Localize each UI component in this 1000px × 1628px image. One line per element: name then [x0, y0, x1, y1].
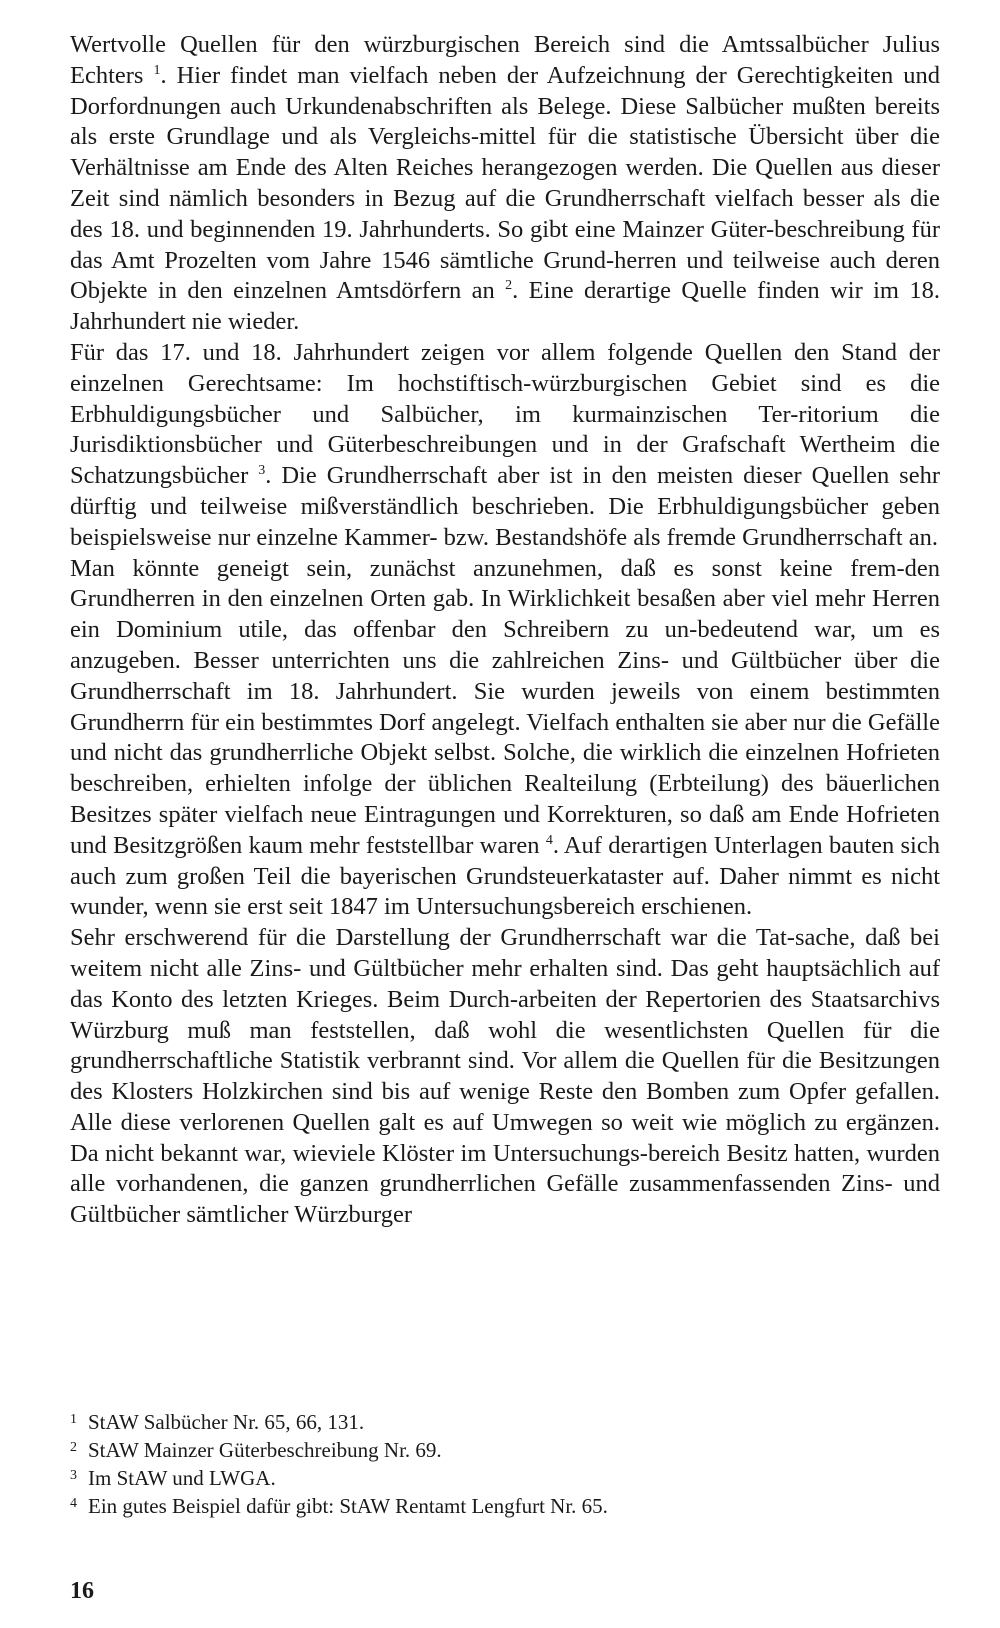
- footnote-text: Ein gutes Beispiel dafür gibt: StAW Rentamt Lengfurt Nr. 65.: [88, 1494, 608, 1518]
- footnote-2: [70, 1435, 940, 1463]
- footnote-ref-2: 2: [505, 278, 513, 294]
- footnote-mark: 4: [70, 1496, 77, 1511]
- body-text: [70, 30, 940, 1231]
- footnote-text: Im StAW und LWGA.: [88, 1466, 276, 1490]
- paragraph-3-text-b: . Auf derartigen Unterlagen bauten sich auch zum großen Teil die bayerischen Grundsteuerkataster auf. Daher nimmt es nicht wunder, wenn sie erst seit 1847 im Untersuchungsbereich erschienen.: [70, 831, 940, 921]
- footnote-ref-4: 4: [545, 832, 553, 848]
- paragraph-1-text-c: . Eine derartige Quelle finden wir im 18. Jahrhundert nie wieder.: [70, 277, 941, 336]
- paragraph-4-text-a: Sehr erschwerend für die Darstellung der Grundherrschaft war die Tat-sache, daß bei weitem nicht alle Zins- und Gültbücher mehr erhalten sind. Das geht hauptsächlich auf das Konto des letzten Krieges. Beim Durch-arbeiten der Repertorien des Staatsarchivs Würzburg muß man feststellen, daß wohl die wesentlichsten Quellen für die grundherrschaftliche Statistik verbrannt sind. Vor allem die Quellen für die Besitzungen des Klosters Holzkirchen sind bis auf wenige Reste den Bomben zum Opfer gefallen. Alle diese verlorenen Quellen galt es auf Umwegen so weit wie möglich zu ergänzen. Da nicht bekannt war, wieviele Klöster im Untersuchungs-bereich Besitz hatten, wurden alle vorhandenen, die ganzen grundherrlichen Gefälle zusammenfassenden Zins- und Gültbücher sämtlicher Würzburger: [70, 924, 940, 1229]
- footnote-mark: 1: [70, 1412, 77, 1427]
- footnote-mark: 2: [70, 1440, 77, 1455]
- paragraph-2-text-a: Für das 17. und 18. Jahrhundert zeigen vor allem folgende Quellen den Stand der einzelnen Gerechtsame: Im hochstiftisch-würzburgischen Gebiet sind es die Erbhuldigungsbücher und Salbücher, im kurmainzischen Ter-ritorium die Jurisdiktionsbücher und Güterbeschreibungen und in der Grafschaft Wertheim die Schatzungsbücher: [70, 338, 940, 490]
- footnote-ref-3: 3: [258, 463, 266, 479]
- footnote-3: [70, 1463, 940, 1491]
- footnote-mark: 3: [70, 1468, 77, 1483]
- paragraph-1-text-a: Wertvolle Quellen für den würzburgischen Bereich sind die Amtssalbücher Julius Echters: [70, 31, 940, 89]
- footnote-ref-1: 1: [153, 62, 161, 78]
- footnote-text: StAW Mainzer Güterbeschreibung Nr. 69.: [88, 1438, 442, 1462]
- footnote-text: StAW Salbücher Nr. 65, 66, 131.: [88, 1410, 365, 1434]
- paragraph-2: [70, 338, 940, 554]
- paragraph-2-text-b: . Die Grundherrschaft aber ist in den meisten dieser Quellen sehr dürftig und teilweise mißverständlich beschrieben. Die Erbhuldigungsbücher geben beispielsweise nur einzelne Kammer- bzw. Bestandshöfe als fremde Grundherrschaft an.: [70, 462, 941, 551]
- footnote-4: [70, 1491, 940, 1519]
- paragraph-3: [70, 554, 940, 924]
- paragraph-1: [70, 30, 940, 338]
- paragraph-1-text-b: . Hier findet man vielfach neben der Aufzeichnung der Gerechtigkeiten und Dorfordnungen auch Urkundenabschriften als Belege. Diese Salbücher mußten bereits als erste Grundlage und als Vergleichs-mittel für die statistische Übersicht über die Verhältnisse am Ende des Alten Reiches herangezogen werden. Die Quellen aus dieser Zeit sind nämlich besonders in Bezug auf die Grundherrschaft vielfach besser als die des 18. und beginnenden 19. Jahrhunderts. So gibt eine Mainzer Güter-beschreibung für das Amt Prozelten vom Jahre 1546 sämtliche Grund-herren und teilweise auch deren Objekte in den einzelnen Amtsdörfern an: [70, 61, 941, 305]
- footnote-1: [70, 1407, 940, 1435]
- footnotes: [70, 1407, 940, 1519]
- page-number: 16: [70, 1578, 94, 1604]
- paragraph-3-text-a: Man könnte geneigt sein, zunächst anzunehmen, daß es sonst keine frem-den Grundherren in den einzelnen Orten gab. In Wirklichkeit besaßen aber viel mehr Herren ein Dominium utile, das offenbar den Schreibern zu un-bedeutend war, um es anzugeben. Besser unterrichten uns die zahlreichen Zins- und Gültbücher über die Grundherrschaft im 18. Jahrhundert. Sie wurden jeweils von einem bestimmten Grundherrn für ein bestimmtes Dorf angelegt. Vielfach enthalten sie aber nur die Gefälle und nicht das grundherrliche Objekt selbst. Solche, die wirklich die einzelnen Hofrieten beschreiben, erhielten infolge der üblichen Realteilung (Erbteilung) des bäuerlichen Besitzes später vielfach neue Eintragungen und Korrekturen, so daß am Ende Hofrieten und Besitzgrößen kaum mehr feststellbar waren: [70, 554, 940, 859]
- paragraph-4: [70, 923, 940, 1231]
